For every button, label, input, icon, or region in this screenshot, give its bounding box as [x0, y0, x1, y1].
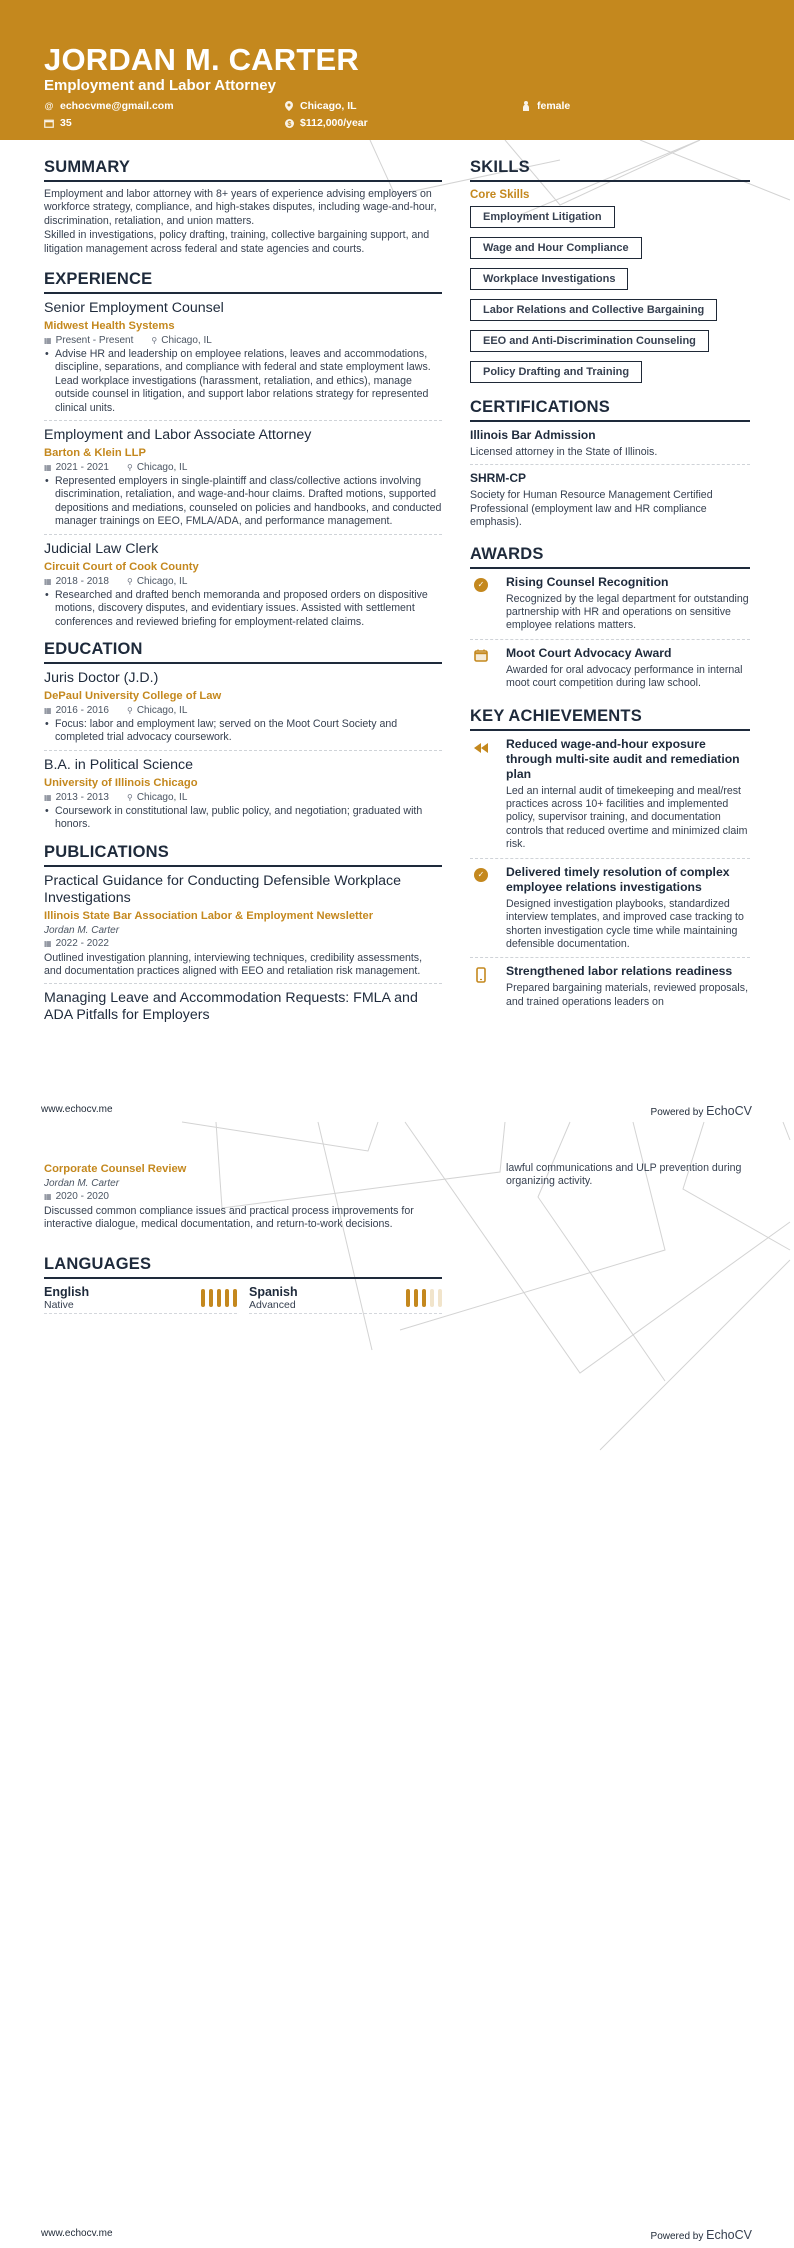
left-column-page-2 [44, 1162, 442, 1314]
item-meta [44, 575, 442, 588]
school-name: DePaul University College of Law [44, 689, 222, 702]
job-title: Employment and Labor Associate Attorney [44, 427, 312, 444]
school-name: University of Illinois Chicago [44, 776, 198, 789]
calendar-icon: ▦ [44, 705, 52, 715]
company-name: Barton & Klein LLP [44, 447, 146, 460]
achievement-description: Designed investigation playbooks, standardized interview templates, and improved case tracking to shorten investigation cycle time while maintaining defensible documentation. [506, 897, 744, 950]
check-circle-icon: ✓ [474, 868, 488, 882]
degree: B.A. in Political Science [44, 756, 194, 773]
location: Chicago, IL [136, 575, 188, 587]
achievement-item [470, 964, 750, 1015]
item-meta [44, 334, 442, 347]
achievement-title: Delivered timely resolution of complex employee relations investigations [506, 864, 730, 894]
page-footer [0, 2228, 794, 2248]
publications-section [44, 843, 442, 1032]
experience-item [44, 541, 442, 634]
publication-item-continued [44, 1162, 442, 1237]
skills-section [470, 158, 750, 392]
degree: Juris Doctor (J.D.) [44, 669, 159, 686]
page-footer [0, 1104, 794, 1124]
contact-gender: female [521, 99, 570, 113]
section-heading-achievements: KEY ACHIEVEMENTS [470, 707, 750, 731]
location: Chicago, IL [136, 791, 188, 803]
location-pin-icon [284, 101, 294, 111]
publication-author: Jordan M. Carter [44, 1178, 120, 1189]
company-name: Midwest Health Systems [44, 320, 175, 333]
date-range: 2016 - 2016 [55, 704, 109, 716]
person-icon [521, 101, 531, 111]
bullet-point: • Researched and drafted bench memoranda and proposed orders on dispositive motions, discovery disputes, and evidentiary issues. Assisted with settlement conferences and reviewed briefing for employment-related claims. [44, 589, 442, 629]
dollar-circle-icon [284, 119, 294, 128]
skill-tag: Wage and Hour Compliance [470, 237, 642, 259]
calendar-icon: ▦ [44, 463, 52, 473]
bullet-point: • Coursework in constitutional law, public policy, and negotiation; graduated with honors. [44, 805, 442, 832]
skill-tag: Policy Drafting and Training [470, 361, 642, 383]
experience-item [44, 427, 442, 535]
item-meta [44, 1190, 442, 1203]
calendar-icon [44, 119, 54, 128]
contact-salary: $ $112,000/year [284, 116, 368, 130]
job-title: Judicial Law Clerk [44, 540, 159, 557]
location: Chicago, IL [136, 462, 188, 474]
skill-tag: Labor Relations and Collective Bargaining [470, 299, 717, 321]
bullet-point: • Advise HR and leadership on employee relations, leaves and accommodations, discipline, separations, and compliance with federal and state employment laws. Lead workplace investigations (harassment, retaliation, and ethics), manage outside counsel in litigation, and support labor relations strategy for represented clinical units. [44, 348, 442, 415]
mobile-phone-icon [476, 967, 486, 1009]
location: Chicago, IL [136, 704, 188, 716]
achievement-title: Strengthened labor relations readiness [506, 964, 733, 979]
resume-header [0, 0, 794, 140]
skill-tag: EEO and Anti-Discrimination Counseling [470, 330, 709, 352]
certifications-section [470, 398, 750, 535]
brand-name: EchoCV [706, 1104, 752, 1118]
brand-name: EchoCV [706, 2228, 752, 2242]
publisher-name: Illinois State Bar Association Labor & Employment Newsletter [44, 909, 374, 922]
summary-paragraph: Employment and labor attorney with 8+ years of experience advising employers on workforce strategy, compliance, and high-stakes disputes, including wage-and-hour, discrimination, retaliation, and union matters. [44, 188, 437, 227]
skill-tag: Employment Litigation [470, 206, 615, 228]
check-circle-icon: ✓ [474, 578, 488, 592]
skills-group-label: Core Skills [470, 189, 530, 201]
award-item [470, 646, 750, 697]
achievement-description-continued: lawful communications and ULP prevention during organizing activity. [506, 1162, 742, 1188]
publication-item [44, 990, 442, 1031]
date-range: 2018 - 2018 [55, 575, 109, 587]
achievement-title: Reduced wage-and-hour exposure through multi-site audit and remediation plan [506, 736, 740, 781]
publication-title: Practical Guidance for Conducting Defensible Workplace Investigations [44, 872, 401, 906]
calendar-icon: ▦ [44, 792, 52, 802]
publication-item [44, 873, 442, 985]
section-heading-education: EDUCATION [44, 640, 442, 664]
language-item [44, 1285, 237, 1314]
publication-author: Jordan M. Carter [44, 924, 120, 936]
candidate-title: Employment and Labor Attorney [44, 77, 276, 94]
right-column [470, 158, 750, 1021]
item-meta [44, 937, 442, 950]
calendar-icon [474, 649, 488, 691]
certification-description: Licensed attorney in the State of Illinois. [470, 446, 658, 458]
award-title: Moot Court Advocacy Award [506, 645, 672, 660]
bullet-point: • Represented employers in single-plaintiff and class/collective actions involving discrimination, retaliation, and wage-and-hour claims. Drafted motions, supported depositions and mediations, counseled on policies and handbooks, and conducted manager trainings on EEO, FMLA/ADA, and performance management. [44, 475, 442, 529]
achievement-item [470, 737, 750, 859]
powered-by: Powered by EchoCV [650, 1104, 752, 1118]
section-heading-certifications: CERTIFICATIONS [470, 398, 750, 422]
experience-item [44, 300, 442, 421]
date-range: Present - Present [55, 335, 134, 347]
company-name: Circuit Court of Cook County [44, 560, 199, 573]
achievement-item [470, 865, 750, 959]
section-heading-languages: LANGUAGES [44, 1255, 442, 1279]
at-icon: @ [44, 101, 54, 111]
date-range: 2013 - 2013 [55, 791, 109, 803]
language-name: Spanish [249, 1284, 298, 1299]
achievements-section [470, 707, 750, 1015]
award-description: Recognized by the legal department for outstanding partnership with HR and operations on sensitive employee relations matters. [506, 592, 749, 632]
contact-email[interactable]: @ echocvme@gmail.com [44, 100, 174, 112]
bullet-point: • Focus: labor and employment law; served on the Moot Court Society and completed trial advocacy coursework. [44, 718, 442, 745]
date-range: 2021 - 2021 [55, 462, 109, 474]
contact-location: Chicago, IL [284, 99, 357, 113]
proficiency-bars [201, 1289, 237, 1307]
section-heading-awards: AWARDS [470, 545, 750, 569]
location-pin-icon: ⚲ [126, 705, 133, 715]
calendar-icon: ▦ [44, 336, 52, 346]
date-range: 2020 - 2020 [55, 1191, 109, 1202]
section-heading-experience: EXPERIENCE [44, 270, 442, 294]
award-title: Rising Counsel Recognition [506, 574, 669, 589]
section-heading-summary: SUMMARY [44, 158, 442, 182]
location-pin-icon: ⚲ [151, 336, 158, 346]
education-item [44, 757, 442, 837]
summary-paragraph: Skilled in investigations, policy drafting, training, collective bargaining support, and litigation management across federal and state agencies and courts. [44, 229, 430, 255]
publication-description: Discussed common compliance issues and practical process improvements for interactive dialogue, medical documentation, and return-to-work decisions. [44, 1205, 414, 1231]
proficiency-bars [406, 1289, 442, 1307]
achievement-description: Prepared bargaining materials, reviewed proposals, and trained operations leaders on [506, 982, 749, 1008]
rewind-icon [473, 740, 489, 852]
award-description: Awarded for oral advocacy performance in internal moot court competition during law school. [506, 663, 743, 690]
education-section [44, 640, 442, 837]
location-pin-icon: ⚲ [126, 463, 133, 473]
footer-url[interactable]: www.echocv.me [41, 1104, 113, 1115]
item-meta [44, 704, 442, 717]
achievement-description: Led an internal audit of timekeeping and meal/rest practices across 10+ facilities and implemented policy, supervisor training, and documentation controls that reduced overtime and minimized claim risk. [506, 784, 748, 851]
section-heading-publications: PUBLICATIONS [44, 843, 442, 867]
experience-section [44, 270, 442, 634]
certification-description: Society for Human Resource Management Certified Professional (employment law and HR compliance emphasis). [470, 489, 713, 529]
language-name: English [44, 1284, 90, 1299]
skills-list [470, 206, 750, 392]
language-level: Native [44, 1298, 74, 1311]
location-pin-icon: ⚲ [126, 576, 133, 586]
certification-item [470, 471, 750, 534]
certification-item [470, 428, 750, 465]
languages-section [44, 1255, 442, 1314]
item-meta [44, 791, 442, 804]
certification-name: SHRM-CP [470, 471, 526, 486]
calendar-icon: ▦ [44, 576, 52, 586]
item-meta [44, 461, 442, 474]
publication-description: Outlined investigation planning, interviewing techniques, credibility assessments, and documentation practices aligned with EEO and retaliation risk management. [44, 951, 423, 977]
award-item [470, 575, 750, 640]
location-pin-icon: ⚲ [126, 792, 133, 802]
language-level: Advanced [249, 1298, 296, 1311]
candidate-name: JORDAN M. CARTER [44, 42, 359, 77]
location: Chicago, IL [161, 335, 212, 347]
right-column-page-2 [506, 1162, 756, 1189]
summary-section [44, 158, 442, 256]
left-column [44, 158, 442, 1037]
contact-age: 35 [44, 116, 72, 130]
education-item [44, 670, 442, 751]
certification-name: Illinois Bar Admission [470, 428, 596, 442]
svg-text:$: $ [287, 120, 291, 128]
skill-tag: Workplace Investigations [470, 268, 628, 290]
footer-url[interactable]: www.echocv.me [41, 2228, 113, 2239]
calendar-icon: ▦ [44, 1192, 52, 1201]
awards-section [470, 545, 750, 697]
calendar-icon: ▦ [44, 938, 52, 948]
language-item [249, 1285, 442, 1314]
publisher-name: Corporate Counsel Review [44, 1163, 187, 1175]
date-range: 2022 - 2022 [55, 937, 109, 949]
section-heading-skills: SKILLS [470, 158, 750, 182]
job-title: Senior Employment Counsel [44, 300, 224, 317]
powered-by: Powered by EchoCV [650, 2228, 752, 2242]
publication-title: Managing Leave and Accommodation Requests: FMLA and ADA Pitfalls for Employers [44, 990, 418, 1024]
